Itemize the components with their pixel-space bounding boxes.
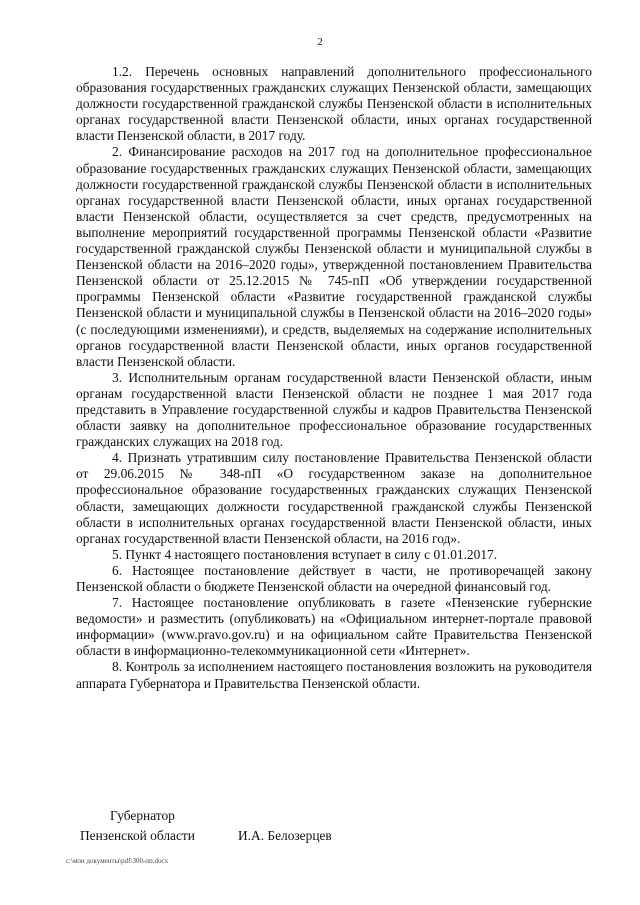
signatory-region: Пензенской области xyxy=(80,828,195,843)
signatory-title: Губернатор xyxy=(110,808,175,823)
paragraph-8: 8. Контроль за исполнением настоящего постановления возложить на руководителя аппарата Губернатора и Правительства Пензенской области. xyxy=(76,659,592,691)
paragraph-6: 6. Настоящее постановление действует в части, не противоречащей закону Пензенской области о бюджете Пензенской области на очередной финансовый год. xyxy=(76,562,592,594)
signatory-row xyxy=(80,826,480,846)
paragraph-7: 7. Настоящее постановление опубликовать в газете «Пензенские губернские ведомости» и разместить (опубликовать) на «Официальном интернет-портале правовой информации» (www.pravo.gov.ru) и на официальном сайте Правительства Пензенской области в информационно-телекоммуникационной сети «Интернет». xyxy=(76,595,592,659)
paragraph-3: 3. Исполнительным органам государственной власти Пензенской области, иным органам государственной власти Пензенской области не позднее 1 мая 2017 года представить в Управление государственной службы и кадров Правительства Пензенской области заявку на дополнительное профессиональное образование государственных гражданских служащих на 2018 год. xyxy=(76,369,592,450)
paragraph-5: 5. Пункт 4 настоящего постановления вступает в силу с 01.01.2017. xyxy=(112,546,498,562)
paragraph-2: 2. Финансирование расходов на 2017 год на дополнительное профессиональное образование государственных гражданских служащих Пензенской области, замещающих должности государственной гражданской службы Пензенской области в исполнительных органах государственной власти Пензенской области, иных органах государственной власти Пензенской области, осуществляется за счет средств, предусмотренных на выполнение мероприятий государственной программы Пензенской области «Развитие государственной гражданской службы Пензенской области и муниципальной службы в Пензенской области на 2016–2020 годы», утвержденной постановлением Правительства Пензенской области от 25.12.2015 № 745-пП «Об утверждении государственной программы Пензенской области «Развитие государственной гражданской службы Пензенской области и муниципальной службы в Пензенской области на 2016–2020 годы» (с последующими изменениями), и средств, выделяемых на содержание исполнительных органов государственной власти Пензенской области, иных органов государственной власти Пензенской области. xyxy=(76,144,592,369)
paragraph-1-2: 1.2. Перечень основных направлений дополнительного профессионального образования государственных гражданских служащих Пензенской области, замещающих должности государственной гражданской службы Пензенской области в исполнительных органах государственной власти Пензенской области, иных органах государственной власти Пензенской области, в 2017 году. xyxy=(76,64,592,144)
signatory-name: И.А. Белозерцев xyxy=(238,828,332,843)
paragraph-4: 4. Признать утратившим силу постановление Правительства Пензенской области от 29.06.2015 № 348-пП «О государственном заказе на дополнительное профессиональное образование государственных гражданских служащих Пензенской области, замещающих должности государственной гражданской службы Пензенской области в исполнительных органах государственной власти Пензенской области, иных органах государственной власти Пензенской области, на 2016 год». xyxy=(76,450,592,546)
signature-block xyxy=(80,806,480,846)
footer-file-path: c:\мои документы\pdf\300-пп.docx xyxy=(66,857,169,865)
document-body xyxy=(76,64,592,692)
page-number: 2 xyxy=(317,36,323,48)
